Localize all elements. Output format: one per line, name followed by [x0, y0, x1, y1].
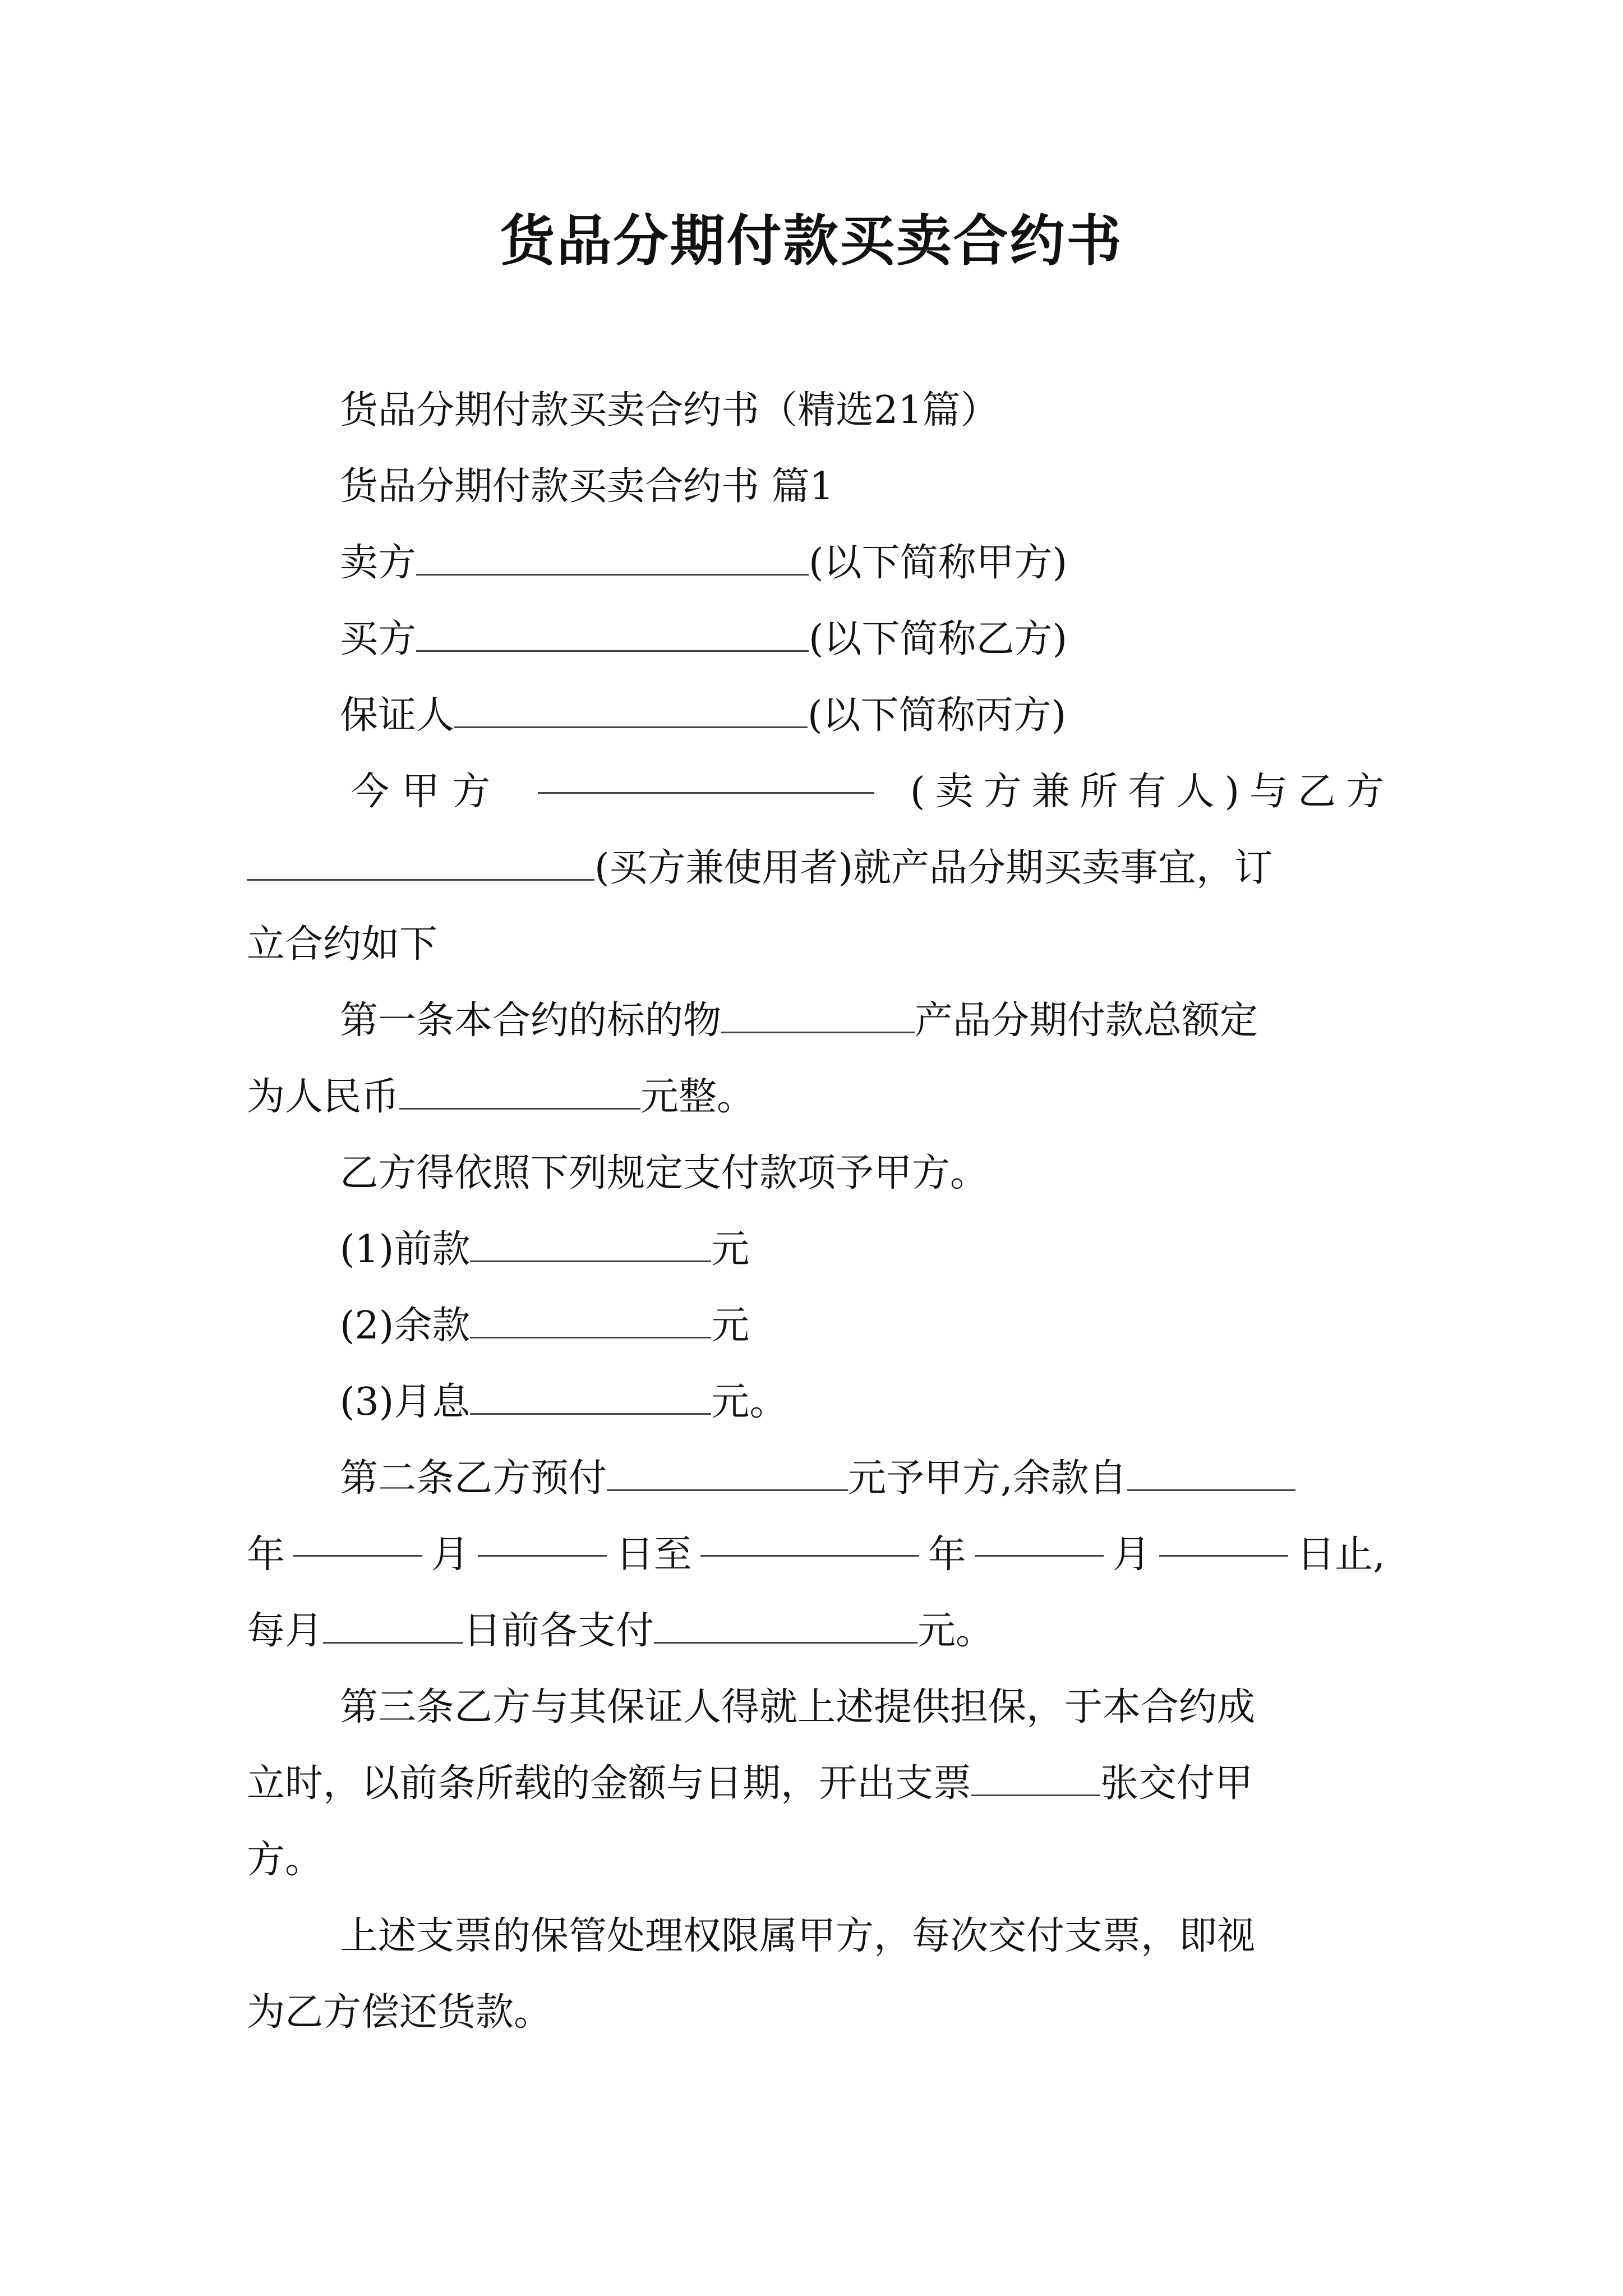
- day-end-label: 日止,: [1297, 1533, 1385, 1577]
- article3-para2-line-2: 为乙方偿还货款。: [247, 1990, 552, 2035]
- article1-text-1: 第一条本合约的标的物: [340, 999, 722, 1043]
- buyer-line: [340, 606, 1067, 673]
- payment-item-1-label: (1)前款: [340, 1227, 471, 1272]
- payment-item-2: [340, 1292, 749, 1360]
- article3-para2-line-1: 上述支票的保管处理权限属甲方，每次交付支票，即视: [340, 1914, 1256, 1958]
- section-heading: 货品分期付款买卖合约书 篇1: [340, 464, 834, 509]
- buyer-note: (以下简称乙方): [809, 617, 1068, 661]
- article2-text-2: 元予甲方,余款自: [848, 1456, 1127, 1501]
- end-year-blank: [700, 1521, 919, 1557]
- end-month-blank: [975, 1521, 1104, 1557]
- end-month-label: 月: [1112, 1533, 1151, 1577]
- seller-note: (以下简称甲方): [809, 541, 1068, 585]
- article1-text-4: 元整。: [640, 1075, 755, 1119]
- guarantor-note: (以下简称丙方): [808, 693, 1067, 738]
- monthly-amount-blank: [654, 1608, 917, 1644]
- guarantor-blank: [454, 693, 808, 728]
- monthly-label: 每月: [247, 1609, 324, 1653]
- guarantor-label: 保证人: [340, 693, 455, 738]
- start-day-blank: [478, 1521, 607, 1557]
- seller-label: 卖方: [340, 541, 417, 585]
- payment-item-1-unit: 元: [711, 1227, 750, 1272]
- end-year-label: 年: [928, 1533, 966, 1577]
- payment-intro: 乙方得依照下列规定支付款项予甲方。: [340, 1151, 989, 1195]
- monthly-interest-blank: [470, 1379, 711, 1415]
- intro-text-1: 今甲方: [351, 770, 503, 814]
- intro-line-2: [247, 835, 1272, 902]
- payment-item-3-unit: 元。: [711, 1380, 788, 1424]
- payment-item-2-label: (2)余款: [340, 1304, 471, 1348]
- start-month-label: 月: [431, 1533, 469, 1577]
- article1-text-2: 产品分期付款总额定: [915, 999, 1258, 1043]
- start-year-blank: [1127, 1456, 1295, 1491]
- seller-blank: [416, 540, 809, 576]
- page-title: 货品分期付款买卖合约书: [500, 209, 1123, 273]
- article1-line-1: [340, 987, 1258, 1055]
- payment-item-3: [340, 1369, 787, 1436]
- article3-text-1: 立时，以前条所载的金额与日期，开出支票: [247, 1761, 972, 1806]
- article1-text-3: 为人民币: [247, 1075, 400, 1119]
- seller-owner-blank: [538, 758, 874, 794]
- intro-text-3: (买方兼使用者)就产品分期买卖事宜，订: [594, 846, 1273, 890]
- payment-item-1: [340, 1216, 749, 1283]
- buyer-user-blank: [247, 845, 594, 881]
- cheque-count-blank: [971, 1761, 1100, 1796]
- article2-line-3: [247, 1598, 994, 1665]
- prepay-blank: [607, 1456, 848, 1491]
- article3-line-2: [247, 1750, 1253, 1818]
- document-subtitle: 货品分期付款买卖合约书（精选21篇）: [340, 388, 999, 432]
- article3-line-1: 第三条乙方与其保证人得就上述提供担保，于本合约成: [340, 1685, 1256, 1729]
- article2-text-1: 第二条乙方预付: [340, 1456, 607, 1501]
- total-amount-blank: [399, 1074, 640, 1110]
- article1-line-2: [247, 1064, 755, 1131]
- end-day-blank: [1159, 1521, 1288, 1557]
- article2-line-2: [247, 1521, 1385, 1589]
- balance-blank: [470, 1303, 711, 1338]
- day-to-label: 日至: [615, 1533, 692, 1577]
- guarantor-line: [340, 682, 1066, 749]
- seller-line: [340, 530, 1067, 597]
- buyer-blank: [416, 616, 809, 652]
- start-month-blank: [293, 1521, 422, 1557]
- intro-line-3: 立合约如下: [247, 922, 438, 967]
- buyer-label: 买方: [340, 617, 417, 661]
- intro-text-2: (卖方兼所有人)与乙方: [910, 770, 1394, 814]
- intro-line-1: [351, 758, 1394, 826]
- payment-item-3-label: (3)月息: [340, 1380, 471, 1424]
- pay-before-label: 日前各支付: [463, 1609, 654, 1653]
- down-payment-blank: [470, 1227, 711, 1262]
- article2-end: 元。: [917, 1609, 994, 1653]
- payment-item-2-unit: 元: [711, 1304, 750, 1348]
- article3-line-3: 方。: [247, 1838, 324, 1882]
- monthly-day-blank: [323, 1608, 463, 1644]
- article3-text-2: 张交付甲: [1100, 1761, 1253, 1806]
- article2-line-1: [340, 1445, 1295, 1512]
- start-year-label: 年: [247, 1533, 285, 1577]
- subject-blank: [721, 998, 915, 1033]
